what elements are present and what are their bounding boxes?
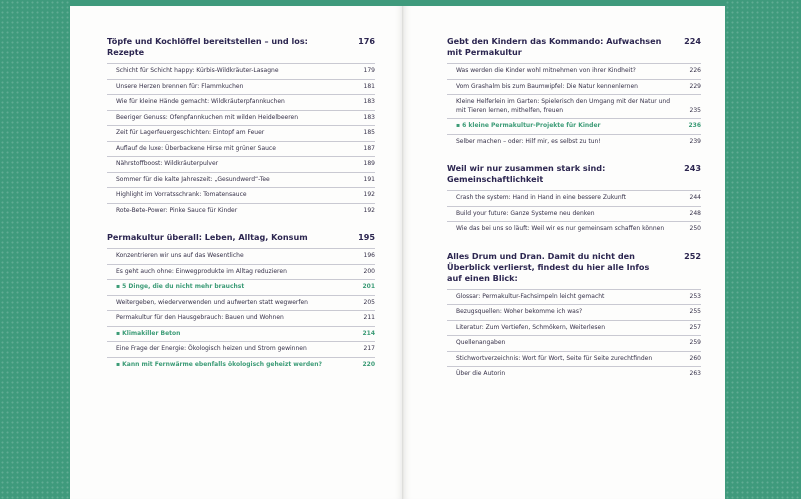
toc-entry (107, 94, 375, 110)
toc-entry (447, 79, 701, 95)
entry-title: Was werden die Kinder wohl mitnehmen von ihrer Kindheit? (456, 67, 636, 74)
entry-page: 263 (689, 370, 701, 377)
entry-page: 179 (363, 67, 375, 74)
entry-page: 196 (363, 252, 375, 259)
toc-entry (447, 366, 701, 382)
toc-entry-highlight (447, 118, 701, 134)
toc-entry (107, 156, 375, 172)
entry-page: 257 (689, 323, 701, 331)
toc-entry (447, 134, 701, 150)
toc-entry (447, 221, 701, 237)
toc-entry (107, 310, 375, 326)
entry-page: 183 (363, 98, 375, 105)
entry-title: Vom Grashalm bis zum Baumwipfel: Die Natur kennenlernen (456, 82, 638, 90)
entry-page: 236 (688, 122, 701, 129)
chapter-title: Permakultur überall: Leben, Alltag, Konsum (107, 232, 308, 242)
chapter-title: Gebt den Kindern das Kommando: Aufwachsen mit Permakultur (447, 36, 662, 57)
entry-list (447, 190, 701, 237)
toc-entry (447, 94, 701, 118)
chapter-heading (447, 251, 701, 284)
entry-title: Unsere Herzen brennen für: Flammkuchen (116, 82, 244, 90)
toc-entry (447, 63, 701, 79)
entry-page: 260 (689, 354, 701, 362)
toc-entry (107, 341, 375, 357)
entry-page: 201 (362, 283, 375, 290)
entry-page: 217 (363, 345, 375, 352)
entry-page: 244 (689, 194, 701, 201)
toc-entry-highlight (107, 279, 375, 295)
entry-list (107, 248, 375, 372)
entry-page: 211 (363, 314, 375, 321)
chapter-heading (447, 163, 701, 185)
entry-page: 248 (689, 209, 701, 217)
toc-entry (447, 206, 701, 222)
chapter-page: 252 (684, 250, 701, 261)
entry-page: 253 (689, 292, 701, 300)
entry-title: Bezugsquellen: Woher bekomme ich was? (456, 308, 583, 315)
toc-entry (447, 304, 701, 320)
chapter-page: 243 (684, 163, 701, 173)
entry-page: 183 (363, 113, 375, 121)
toc-entry (107, 264, 375, 280)
entry-page: 214 (362, 329, 375, 337)
toc-entry-highlight (107, 326, 375, 342)
entry-list (447, 63, 701, 149)
entry-title: Permakultur für den Hausgebrauch: Bauen und Wohnen (116, 314, 284, 321)
chapter-page: 224 (684, 36, 701, 46)
toc-right-column (447, 36, 701, 382)
entry-page: 181 (363, 82, 375, 90)
entry-title: Zeit für Lagerfeuergeschichten: Eintopf am Feuer (116, 129, 265, 136)
entry-title: Glossar: Permakultur-Fachsimpeln leicht gemacht (456, 292, 605, 300)
chapter-page: 195 (358, 232, 375, 242)
entry-title: Highlight im Vorratsschrank: Tomatensauce (116, 191, 247, 198)
entry-title: Beeriger Genuss: Ofenpfannkuchen mit wilden Heidelbeeren (116, 113, 299, 121)
entry-page: 191 (363, 175, 375, 183)
entry-title: Schicht für Schicht happy: Kürbis-Wildkräuter-Lasagne (116, 67, 279, 74)
entry-title: Es geht auch ohne: Einwegprodukte im Alltag reduzieren (116, 267, 287, 275)
entry-title: Wie das bei uns so läuft: Weil wir es nur gemeinsam schaffen können (456, 225, 665, 232)
toc-entry (107, 110, 375, 126)
toc-chapter-group (447, 163, 701, 237)
entry-page: 200 (363, 267, 375, 275)
toc-entry (447, 320, 701, 336)
entry-page: 185 (363, 129, 375, 136)
entry-page: 226 (689, 67, 701, 74)
toc-chapter-group (107, 232, 375, 372)
entry-title: Konzentrieren wir uns auf das Wesentliche (116, 252, 244, 259)
entry-page: 239 (689, 137, 701, 145)
entry-title: Über die Autorin (456, 370, 506, 377)
entry-title: Crash the system: Hand in Hand in eine bessere Zukunft (456, 194, 627, 201)
toc-chapter-group (107, 36, 375, 218)
entry-list (447, 289, 701, 382)
entry-title: ▪ 6 kleine Permakultur-Projekte für Kinder (456, 122, 601, 129)
chapter-title: Töpfe und Kochlöffel bereitstellen – und los: Rezepte (107, 36, 308, 57)
toc-chapter-group (447, 36, 701, 149)
entry-title: Kleine Helferlein im Garten: Spielerisch den Umgang mit der Natur und mit Tieren lernen, mithelfen, freuen (456, 98, 671, 114)
entry-title: Literatur: Zum Vertiefen, Schmökern, Weiterlesen (456, 323, 606, 331)
chapter-title: Weil wir nur zusammen stark sind: Gemeinschaftlichkeit (447, 163, 606, 184)
toc-entry (107, 187, 375, 203)
chapter-heading (107, 232, 375, 243)
entry-title: ▪ Klimakiller Beton (116, 329, 181, 337)
entry-title: Build your future: Ganze Systeme neu denken (456, 209, 595, 217)
entry-page: 192 (363, 191, 375, 198)
entry-list (107, 63, 375, 218)
entry-title: Selber machen – oder: Hilf mir, es selbst zu tun! (456, 137, 601, 145)
toc-entry (447, 351, 701, 367)
toc-entry-highlight (107, 357, 375, 373)
toc-entry (107, 63, 375, 79)
toc-entry (107, 79, 375, 95)
entry-page: 187 (363, 144, 375, 152)
entry-title: ▪ Kann mit Fernwärme ebenfalls ökologisch geheizt werden? (116, 360, 322, 368)
toc-chapter-group (447, 251, 701, 382)
toc-entry (107, 248, 375, 264)
toc-entry (107, 203, 375, 219)
entry-page: 189 (363, 160, 375, 167)
toc-entry (107, 141, 375, 157)
left-book-border (0, 0, 70, 499)
entry-title: Sommer für die kalte Jahreszeit: „Gesundwerd“-Tee (116, 175, 270, 183)
entry-title: Stichwortverzeichnis: Wort für Wort, Seite für Seite zurechtfinden (456, 354, 653, 362)
entry-title: Eine Frage der Energie: Ökologisch heizen und Strom gewinnen (116, 345, 307, 352)
toc-entry (447, 335, 701, 351)
entry-page: 220 (362, 360, 375, 368)
toc-entry (107, 125, 375, 141)
entry-title: Auflauf de luxe: Überbackene Hirse mit grüner Sauce (116, 144, 276, 152)
entry-page: 205 (363, 298, 375, 306)
chapter-title: Alles Drum und Dran. Damit du nicht den Überblick verlierst, findest du hier alle Infos auf einen Blick: (447, 250, 650, 283)
book-gutter (402, 6, 404, 499)
entry-title: ▪ 5 Dinge, die du nicht mehr brauchst (116, 283, 245, 290)
toc-entry (107, 295, 375, 311)
toc-left-column (107, 36, 375, 372)
entry-title: Rote-Bete-Power: Pinke Sauce für Kinder (116, 206, 238, 214)
entry-page: 235 (689, 106, 701, 114)
entry-page: 259 (689, 339, 701, 346)
entry-title: Nährstoffboost: Wildkräuterpulver (116, 160, 219, 167)
chapter-page: 176 (358, 36, 375, 46)
entry-title: Weitergeben, wiederverwenden und aufwerten statt wegwerfen (116, 298, 308, 306)
entry-page: 250 (689, 225, 701, 232)
entry-title: Wie für kleine Hände gemacht: Wildkräuterpfannkuchen (116, 98, 285, 105)
entry-page: 229 (689, 82, 701, 90)
chapter-heading (447, 36, 701, 58)
chapter-heading (107, 36, 375, 58)
toc-entry (107, 172, 375, 188)
entry-title: Quellenangaben (456, 339, 506, 346)
right-book-border (725, 0, 801, 499)
toc-entry (447, 289, 701, 305)
toc-entry (447, 190, 701, 206)
entry-page: 192 (363, 206, 375, 214)
entry-page: 255 (689, 308, 701, 315)
